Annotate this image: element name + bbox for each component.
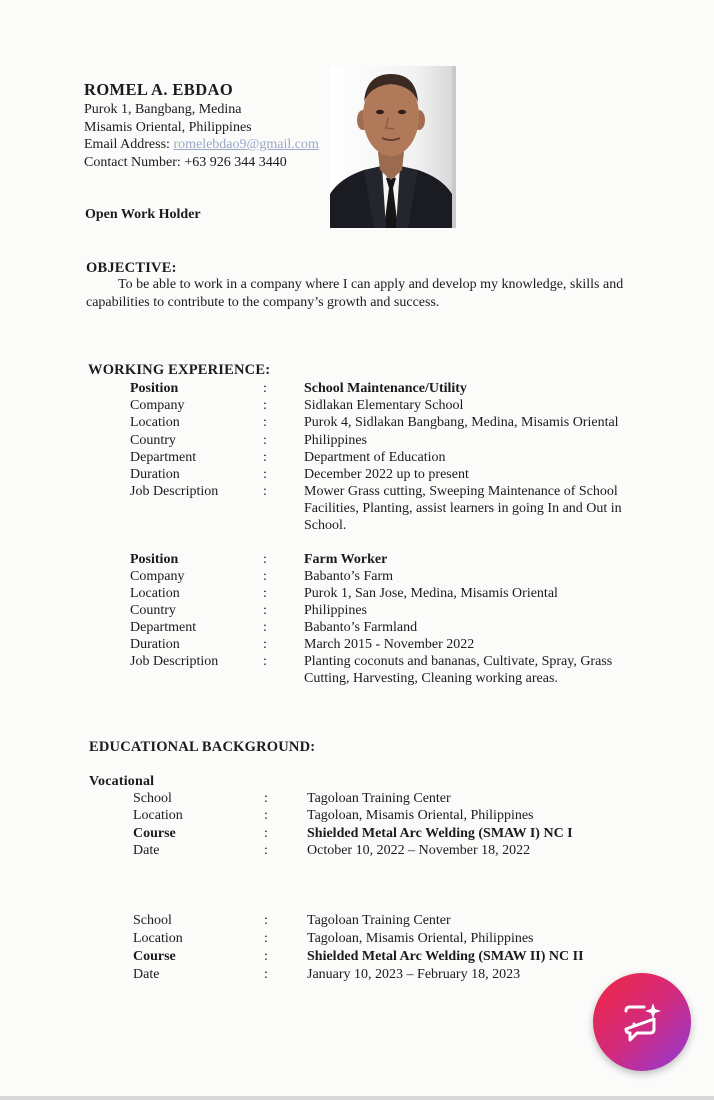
job-country: Philippines [304,433,368,448]
department-label: Department [130,620,197,635]
colon: : [263,484,267,499]
contact-line [84,154,319,172]
duration-label: Duration [130,467,180,482]
course-label: Course [133,826,176,841]
job-company: Babanto’s Farm [304,569,394,584]
colon: : [263,381,267,396]
work-status: Open Work Holder [85,207,201,222]
school-label: School [133,913,172,928]
colon: : [264,949,268,964]
edu-location: Tagoloan, Misamis Oriental, Philippines [307,808,534,823]
edu-location: Tagoloan, Misamis Oriental, Philippines [307,931,534,946]
colon: : [263,569,267,584]
location-label: Location [133,931,183,946]
edu-school: Tagoloan Training Center [307,913,451,928]
colon: : [264,931,268,946]
colon: : [263,450,267,465]
resume-name: ROMEL A. EBDAO [84,80,234,99]
objective-heading: OBJECTIVE: [86,260,177,276]
country-label: Country [130,603,176,618]
contact-label: Contact Number: [84,154,185,170]
contact-block [84,101,319,171]
email-link[interactable]: romelebdao9@gmail.com [173,137,319,152]
education-heading: EDUCATIONAL BACKGROUND: [89,739,316,755]
job-position: Farm Worker [304,552,388,567]
country-label: Country [130,433,176,448]
colon: : [263,654,267,669]
edu-date: January 10, 2023 – February 18, 2023 [307,967,521,982]
colon: : [263,398,267,413]
colon: : [264,826,268,841]
job-description-label: Job Description [130,654,219,669]
colon: : [263,552,267,567]
address-line-2: Misamis Oriental, Philippines [84,119,252,135]
school-label: School [133,791,172,806]
colon: : [263,637,267,652]
profile-photo [330,66,456,228]
colon: : [263,433,267,448]
company-label: Company [130,398,185,413]
colon: : [264,967,268,982]
job-country: Philippines [304,603,368,618]
location-label: Location [130,415,180,430]
colon: : [263,415,267,430]
colon: : [263,467,267,482]
email-label: Email Address: [84,137,174,152]
colon: : [263,603,267,618]
company-label: Company [130,569,185,584]
objective-text: To be able to work in a company where I can apply and develop my knowledge, skills and capabilities to contribute to the company’s growth and success. [86,277,624,310]
vocational-heading: Vocational [89,774,155,789]
colon: : [263,620,267,635]
location-label: Location [130,586,180,601]
edu-school: Tagoloan Training Center [307,791,451,806]
job-duration: March 2015 - November 2022 [304,637,475,652]
position-label: Position [130,381,179,396]
job-location: Purok 1, San Jose, Medina, Misamis Oriental [304,586,558,601]
department-label: Department [130,450,197,465]
edu-course: Shielded Metal Arc Welding (SMAW II) NC II [307,949,584,964]
job-position: School Maintenance/Utility [304,381,467,396]
course-label: Course [133,949,176,964]
position-label: Position [130,552,179,567]
job-department: Department of Education [304,450,446,465]
page-bottom-edge [0,1096,714,1100]
colon: : [264,913,268,928]
date-label: Date [133,967,160,982]
colon: : [263,586,267,601]
location-label: Location [133,808,183,823]
duration-label: Duration [130,637,180,652]
job-company: Sidlakan Elementary School [304,398,464,413]
ai-chat-button[interactable] [593,973,691,1071]
chat-sparkle-icon [620,1001,664,1045]
experience-heading: WORKING EXPERIENCE: [88,362,271,378]
email-line [84,136,319,154]
job-duration: December 2022 up to present [304,467,469,482]
edu-course: Shielded Metal Arc Welding (SMAW I) NC I [307,826,573,841]
job-description-label: Job Description [130,484,219,499]
colon: : [264,808,268,823]
address-line-1: Purok 1, Bangbang, Medina [84,102,242,117]
job-location: Purok 4, Sidlakan Bangbang, Medina, Misamis Oriental [304,415,619,430]
colon: : [264,791,268,806]
date-label: Date [133,843,160,858]
job-department: Babanto’s Farmland [304,620,418,635]
edu-date: October 10, 2022 – November 18, 2022 [307,843,531,858]
job-description: Planting coconuts and bananas, Cultivate, Spray, Grass Cutting, Harvesting, Cleaning working areas. [304,654,613,686]
colon: : [264,843,268,858]
job-description: Mower Grass cutting, Sweeping Maintenance of School Facilities, Planting, assist learners in going In and Out in School. [304,484,622,533]
contact-number: +63 926 344 3440 [184,154,287,170]
